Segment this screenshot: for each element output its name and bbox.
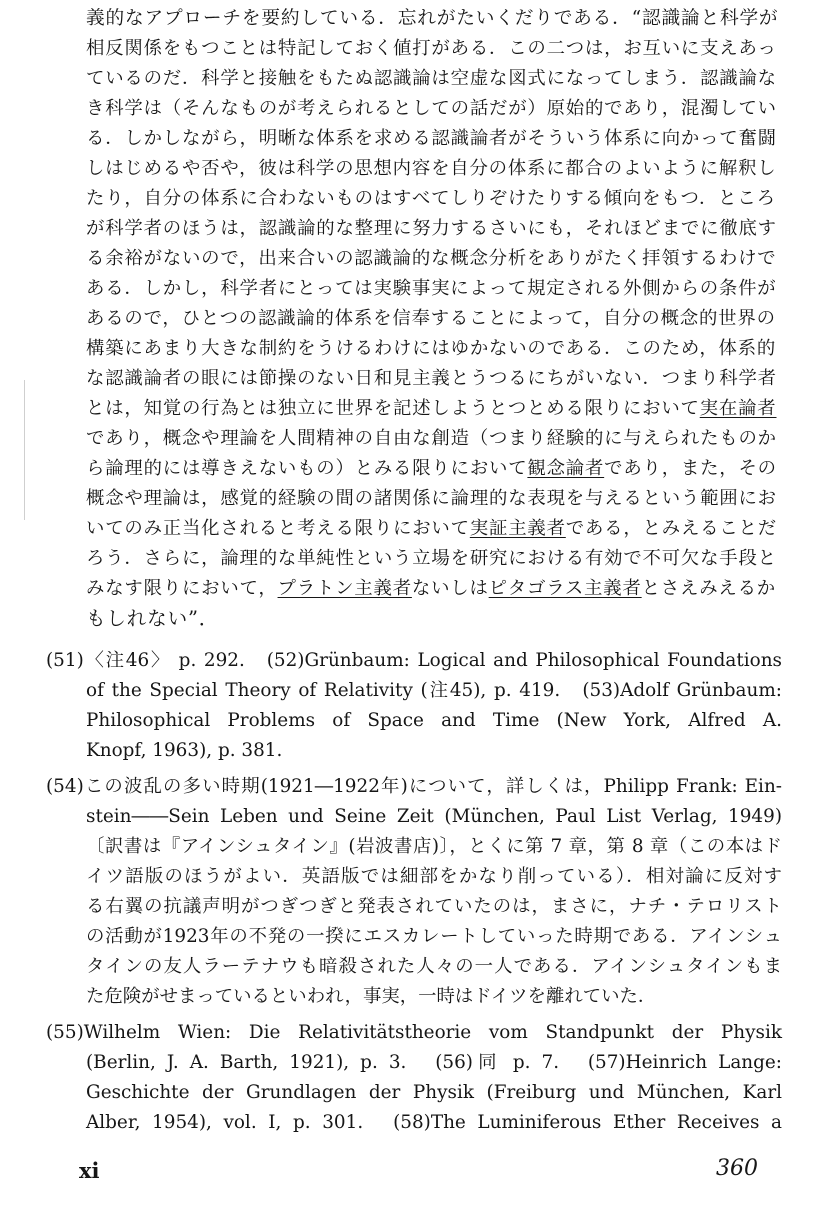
note-line: (51)〈注46〉 p. 292. (52)Grünbaum: Logical and Philosophical Foundations (46, 650, 782, 671)
text-span: とは，知覚の行為とは独立に世界を記述しようとつとめる限りにおいて (86, 398, 700, 419)
text-span: ないしは (411, 578, 489, 599)
text-line: あるので，ひとつの認識論的体系を信奉することによって，自分の概念的世界の (86, 308, 776, 329)
note-line: Knopf, 1963), p. 381. (86, 740, 283, 761)
page-number: 360 (716, 1156, 758, 1181)
note-line: (54)この波乱の多い時期(1921―1922年)について，詳しくは，Philipp Frank: Ein- (46, 776, 782, 797)
text-line: き科学は（そんなものが考えられるとしての話だが）原始的であり，混濁してい (86, 98, 777, 119)
text-line (86, 454, 780, 484)
text-line: ているのだ．科学と接触をもたぬ認識論は空虚な図式になってしまう．認識論な (86, 68, 777, 89)
text-span: である，とみえることだ (565, 518, 777, 539)
note-line: Geschichte der Grundlagen der Physik (Freiburg und München, Karl (86, 1082, 782, 1103)
text-span: いてのみ正当化されると考える限りにおいて (86, 518, 470, 539)
text-line: しはじめるや否や，彼は科学の思想内容を自分の体系に都合のよいように解釈し (86, 158, 777, 179)
note-line: of the Special Theory of Relativity (注45), p. 419. (53)Adolf Grünbaum: (86, 680, 782, 701)
footnote-54 (46, 772, 782, 1012)
note-line: Philosophical Problems of Space and Time (New York, Alfred A. (86, 710, 782, 731)
footnote-51-53 (46, 646, 782, 766)
text-span: ら論理的には導きえないもの）とみる限りにおいて (86, 458, 528, 479)
note-line: イツ語版のほうがよい．英語版では細部をかなり削っている）．相対論に反対す (86, 866, 782, 887)
note-line: た危険がせまっているといわれ，事実，一時はドイツを離れていた． (86, 986, 657, 1007)
underlined-term-realist: 実在論者 (699, 398, 777, 419)
text-line: であり，概念や理論を人間精神の自由な創造（つまり経験的に与えられたものか (86, 428, 777, 449)
quoted-passage (86, 4, 780, 634)
text-line: る．しかしながら，明晰な体系を求める認識論者がそういう体系に向かって奮闘 (86, 128, 777, 149)
text-line (86, 514, 780, 544)
note-line: (Berlin, J. A. Barth, 1921), p. 3. (56)同 p. 7. (57)Heinrich Lange: (86, 1052, 782, 1073)
text-line: 概念や理論は，感覚的経験の間の諸関係に論理的な表現を与えるという範囲にお (86, 488, 777, 509)
underlined-term-positivist: 実証主義者 (469, 518, 566, 539)
note-line: タインの友人ラーテナウも暗殺された人々の一人である．アインシュタインもま (86, 956, 782, 977)
underlined-term-pythagorean: ピタゴラス主義者 (488, 578, 642, 599)
text-span: であり，また，その (604, 458, 777, 479)
note-line: る右翼の抗議声明がつぎつぎと発表されていたのは，まさに，ナチ・テロリスト (86, 896, 782, 917)
text-line (86, 574, 780, 604)
text-span: みなす限りにおいて， (86, 578, 278, 599)
note-line: (55)Wilhelm Wien: Die Relativitätstheorie vom Standpunkt der Physik (46, 1022, 782, 1043)
note-line: Alber, 1954), vol. I, p. 301. (58)The Luminiferous Ether Receives a (86, 1112, 782, 1133)
note-line: 〔訳書は『アインシュタイン』(岩波書店)〕，とくに第 7 章，第 8 章（この本はド (86, 836, 782, 857)
margin-mark (24, 380, 25, 520)
roman-page-number: xi (79, 1158, 100, 1183)
underlined-term-idealist: 観念論者 (527, 458, 605, 479)
text-line: たり，自分の体系に合わないものはすべてしりぞけたりする傾向をもつ．ところ (86, 188, 776, 209)
text-span: とさえみえるか (641, 578, 776, 599)
text-line: 相反関係をもつことは特記しておく値打がある．この二つは，お互いに支えあっ (86, 38, 777, 59)
text-line: ろう．さらに，論理的な単純性という立場を研究における有効で不可欠な手段と (86, 548, 777, 569)
text-line: もしれない”． (86, 607, 220, 630)
footnotes (46, 646, 782, 1138)
text-line: が科学者のほうは，認識論的な整理に努力するさいにも，それほどまでに徹底す (86, 218, 777, 239)
text-line: 構築にあまり大きな制約をうけるわけにはゆかないのである．このため，体系的 (86, 338, 777, 359)
text-line: ある．しかし，科学者にとっては実験事実によって規定される外側からの条件が (86, 278, 777, 299)
text-line (86, 394, 780, 424)
text-line: る余裕がないので，出来合いの認識論的な概念分析をありがたく拝領するわけで (86, 248, 777, 269)
text-line: な認識論者の眼には節操のない日和見主義とうつるにちがいない．つまり科学者 (86, 368, 777, 389)
underlined-term-platonist: プラトン主義者 (277, 578, 412, 599)
text-line: 義的なアプローチを要約している．忘れがたいくだりである．“認識論と科学が (86, 8, 779, 29)
note-line: の活動が1923年の不発の一揆にエスカレートしていった時期である．アインシュ (86, 926, 782, 947)
footnote-55-58 (46, 1018, 782, 1138)
note-line: stein――Sein Leben und Seine Zeit (München, Paul List Verlag, 1949) (86, 806, 782, 827)
